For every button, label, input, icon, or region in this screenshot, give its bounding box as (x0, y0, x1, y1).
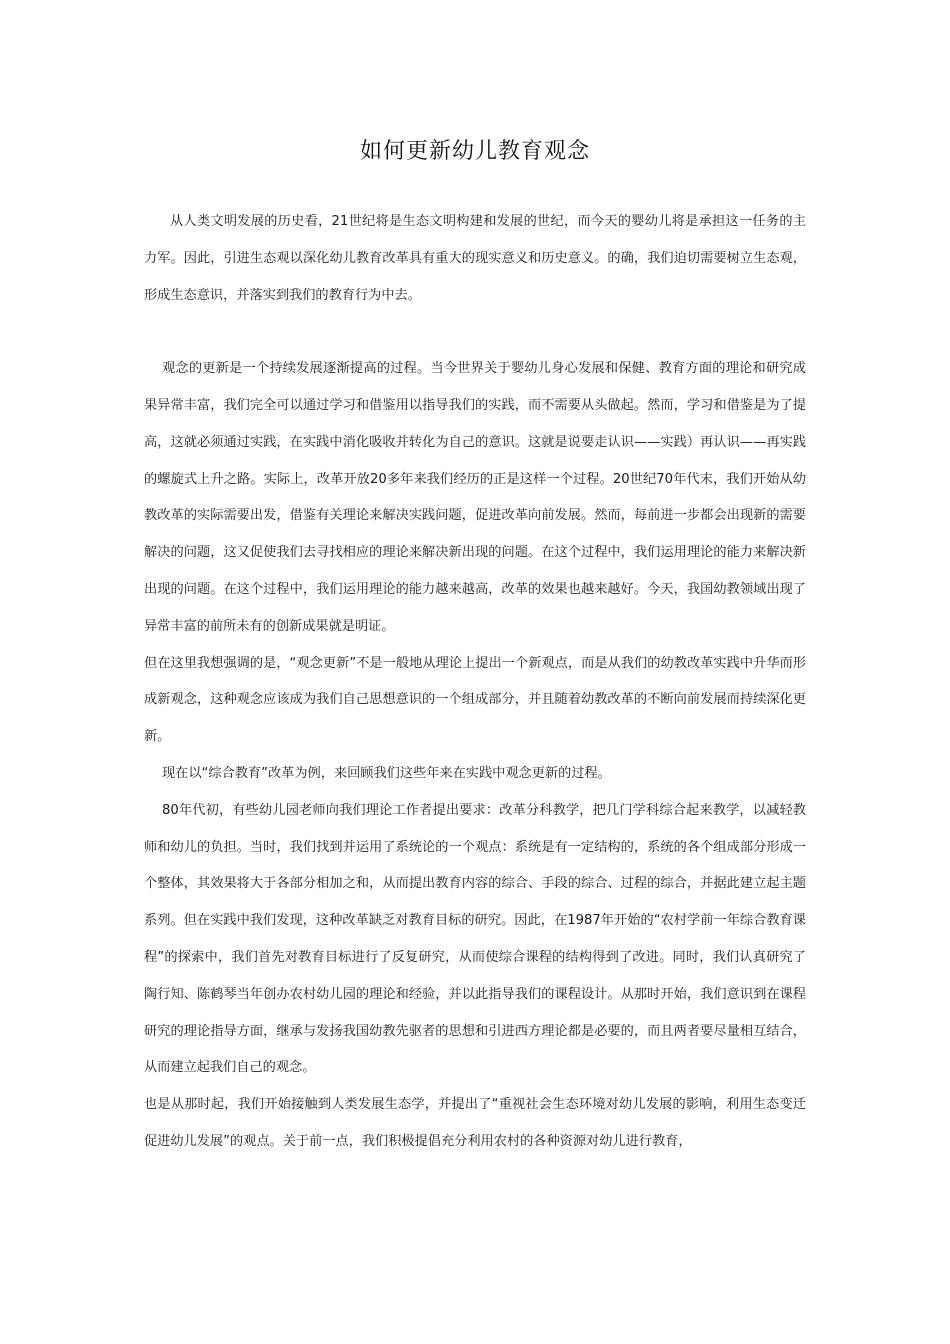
paragraph-gap (144, 314, 806, 351)
paragraph-concept-update: 观念的更新是一个持续发展逐渐提高的过程。当今世界关于婴幼儿身心发展和保健、教育方面的理论和研究成果异常丰富，我们完全可以通过学习和借鉴用以指导我们的实践，而不需要从头做起。然而，学习和借鉴是为了提高，这就必须通过实践，在实践中消化吸收并转化为自己的意识。这就是说要走认识——实践）再认识——再实践的螺旋式上升之路。实际上，改革开放20多年来我们经历的正是这样一个过程。20世纪70年代末，我们开始从幼教改革的实际需要出发，借鉴有关理论来解决实践问题，促进改革向前发展。然而，每前进一步都会出现新的需要解决的问题，这又促使我们去寻找相应的理论来解决新出现的问题。在这个过程中，我们运用理论的能力来解决新出现的问题。在这个过程中，我们运用理论的能力越来越高，改革的效果也越来越好。今天，我国幼教领域出现了异常丰富的前所未有的创新成果就是明证。 (144, 361, 806, 634)
paragraph-intro: 从人类文明发展的历史看，21世纪将是生态文明构建和发展的世纪，而今天的婴幼儿将是承担这一任务的主力军。因此，引进生态观以深化幼儿教育改革具有重大的现实意义和历史意义。的确，我们迫切需要树立生态观，形成生态意识，并落实到我们的教育行为中去。 (144, 214, 806, 303)
paragraph-ecology: 也是从那时起，我们开始接触到人类发展生态学，并提出了“重视社会生态环境对幼儿发展的影响，利用生态变迁促进幼儿发展”的观点。关于前一点，我们积极提倡充分利用农村的各种资源对幼儿进行教育， (144, 1097, 806, 1149)
document-body (144, 204, 806, 1161)
document-title: 如何更新幼儿教育观念 (359, 139, 590, 164)
paragraph-eighties: 80年代初，有些幼儿园老师向我们理论工作者提出要求：改革分科教学，把几门学科综合起来教学，以减轻教师和幼儿的负担。当时，我们找到并运用了系统论的一个观点：系统是有一定结构的，系统的各个组成部分形成一个整体，其效果将大于各部分相加之和，从而提出教育内容的综合、手段的综合、过程的综合，并据此建立起主题系列。但在实践中我们发现，这种改革缺乏对教育目标的研究。因此，在1987年开始的“农村学前一年综合教育课程”的探索中，我们首先对教育目标进行了反复研究，从而使综合课程的结构得到了改进。同时，我们认真研究了陶行知、陈鹤琴当年创办农村幼儿园的理论和经验，并以此指导我们的课程设计。从那时开始，我们意识到在课程研究的理论指导方面，继承与发扬我国幼教先驱者的思想和引进西方理论都是必要的，而且两者要尽量相互结合，从而建立起我们自己的观念。 (144, 802, 806, 1076)
paragraph-example-intro: 现在以“综合教育”改革为例，来回顾我们这些年来在实践中观念更新的过程。 (162, 765, 611, 781)
paragraph-emphasis: 但在这里我想强调的是，“观念更新”不是一般地从理论上提出一个新观点，而是从我们的幼教改革实践中升华而形成新观念，这种观念应该成为我们自己思想意识的一个组成部分，并且随着幼教改革的不断向前发展而持续深化更新。 (144, 655, 806, 745)
